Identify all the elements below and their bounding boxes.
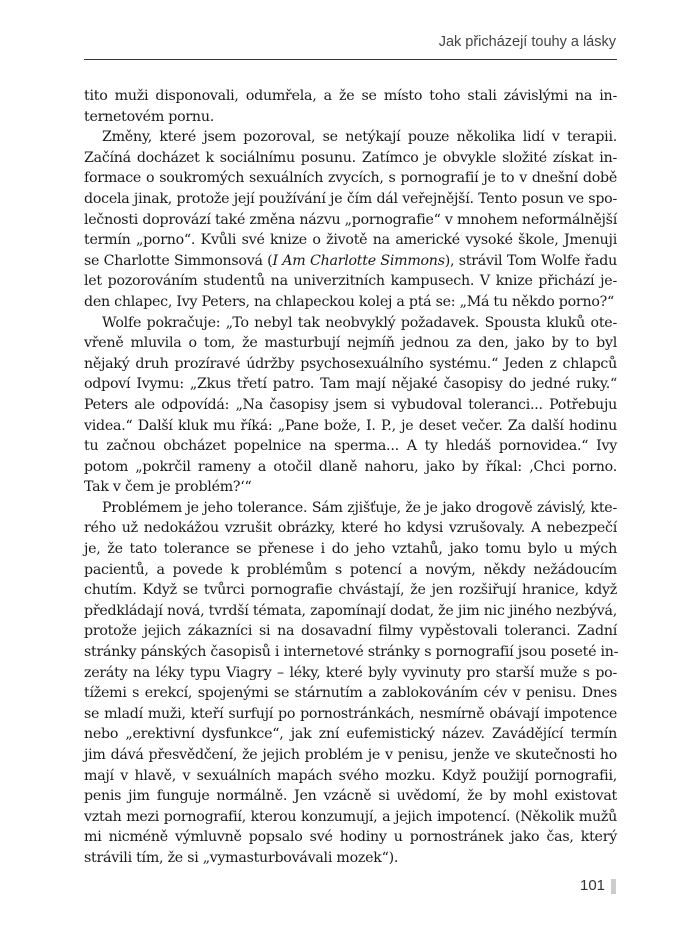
text-line: rého už nedokážou vzrušit obrázky, které ho kdysi vzrušovaly. A nebezpečí [84, 520, 617, 537]
text-line: docela jinak, protože její používání je čím dál veřejnější. Tento posun ve spo- [84, 190, 617, 207]
body-text [84, 86, 617, 869]
paragraph [84, 313, 617, 498]
text-line: ternetovém pornu. [84, 108, 214, 125]
text-line: lečnosti doprovází také změna názvu „pornografie“ v mnohem neformálnější [84, 211, 617, 228]
text-line: se mladí muži, kteří surfují po pornostránkách, nesmírně obávají impotence [84, 705, 617, 722]
text-line: videa.“ Další kluk mu říká: „Pane bože, I. P., je deset večer. Za další hodinu [84, 417, 617, 434]
text-line: potom „pokrčil rameny a otočil dlaně nahoru, jako by říkal: ‚Chci porno. [84, 458, 617, 475]
text-line: pacientů, a povede k problémům s potencí a novým, někdy nežádoucím [84, 561, 617, 578]
text-line: mají v hlavě, v sexuálních mapách svého mozku. Když použijí pornografii, [84, 767, 617, 784]
running-header: Jak přicházejí touhy a lásky [438, 34, 616, 50]
text-line: Problémem je jeho tolerance. Sám zjišťuje, že je jako drogově závislý, kte- [102, 499, 617, 516]
text-line: vztah mezi pornografií, kterou konzumují, a jejich impotencí. (Několik mužů [84, 808, 617, 825]
text-segment: ), strávil Tom Wolfe řadu [444, 252, 617, 269]
text-line: protože jejich zákazníci si na dosavadní filmy vypěstovali toleranci. Zadní [84, 623, 617, 640]
text-line: termín „porno“. Kvůli své knize o životě na americké vysoké škole, Jmenuji [84, 232, 617, 249]
text-line: Peters ale odpovídá: „Na časopisy jsem si vybudoval toleranci... Potřebuju [84, 396, 617, 413]
text-line: odpoví Ivymu: „Zkus třetí patro. Tam mají nějaké časopisy do jedné ruky.“ [84, 376, 617, 393]
text-line: den chlapec, Ivy Peters, na chlapeckou kolej a ptá se: „Má tu někdo porno?“ [84, 293, 614, 310]
text-line: formace o soukromých sexuálních zvycích, s pornografií je to v dnešní době [84, 170, 617, 187]
text-line: jim dává přesvědčení, že jejich problém je v penisu, jenže ve skutečnosti ho [84, 747, 617, 763]
text-line: Začíná docházet k sociálnímu posunu. Zatímco je obvykle složité získat in- [84, 149, 617, 166]
text-line: tížemi s erekcí, spojenými se stárnutím a zablokováním cév v penisu. Dnes [84, 685, 617, 702]
paragraph [84, 86, 617, 127]
text-line: strávili tím, že si „vymasturbovávali mozek“). [84, 849, 399, 866]
text-line: je, že tato tolerance se přenese i do jeho vztahů, jako tomu bylo u mých [84, 541, 617, 558]
text-line: nějaký druh prozíravé údržby psychosexuálního systému.“ Jeden z chlapců [84, 355, 617, 372]
text-line: tito muži disponovali, odumřela, a že se místo toho stali závislými na in- [84, 88, 617, 104]
text-segment: se Charlotte Simmonsová ( [84, 252, 273, 269]
page-number-bar [611, 879, 616, 894]
text-line: mi nicméně výmluvně popsalo své hodiny u pornostránek jako čas, který [84, 829, 617, 846]
text-line: předkládají nová, tvrdší témata, zapomínají dodat, že jim nic jiného nezbývá, [84, 602, 617, 619]
paragraph [84, 498, 617, 869]
text-line: Tak v čem je problém?‘“ [84, 479, 252, 496]
text-line: nebo „erektivní dysfunkce“, jak zní eufemistický název. Zavádějící termín [84, 726, 617, 743]
header-rule [84, 59, 617, 60]
text-line: Wolfe pokračuje: „To nebyl tak neobvyklý požadavek. Spousta kluků ote- [102, 314, 617, 331]
text-line: penis jim funguje normálně. Jen vzácně si uvědomí, že by mohl existovat [84, 788, 617, 805]
text-line: zeráty na léky typu Viagry – léky, které byly vyvinuty pro starší muže s po- [84, 664, 617, 681]
text-line [84, 251, 617, 272]
text-line: vřeně mluvila o tom, že masturbují nejmíň jednou za den, jako by to byl [84, 335, 617, 352]
page-number: 101 [580, 877, 606, 894]
book-title-italic: I Am Charlotte Simmons [272, 252, 445, 269]
text-line: tu začnou obcházet popelnice na sperma... A ty hledáš pornovidea.“ Ivy [84, 438, 617, 455]
text-line: Změny, které jsem pozoroval, se netýkají pouze několika lidí v terapii. [102, 129, 617, 146]
text-line: chutím. Když se tvůrci pornografie chvástají, že jen rozšiřují hranice, když [84, 582, 617, 599]
text-line: stránky pánských časopisů i internetové stránky s pornografií jsou poseté in- [84, 644, 619, 661]
paragraph [84, 127, 617, 312]
text-line: let pozorováním studentů na univerzitních kampusech. V knize přichází je- [84, 273, 617, 290]
